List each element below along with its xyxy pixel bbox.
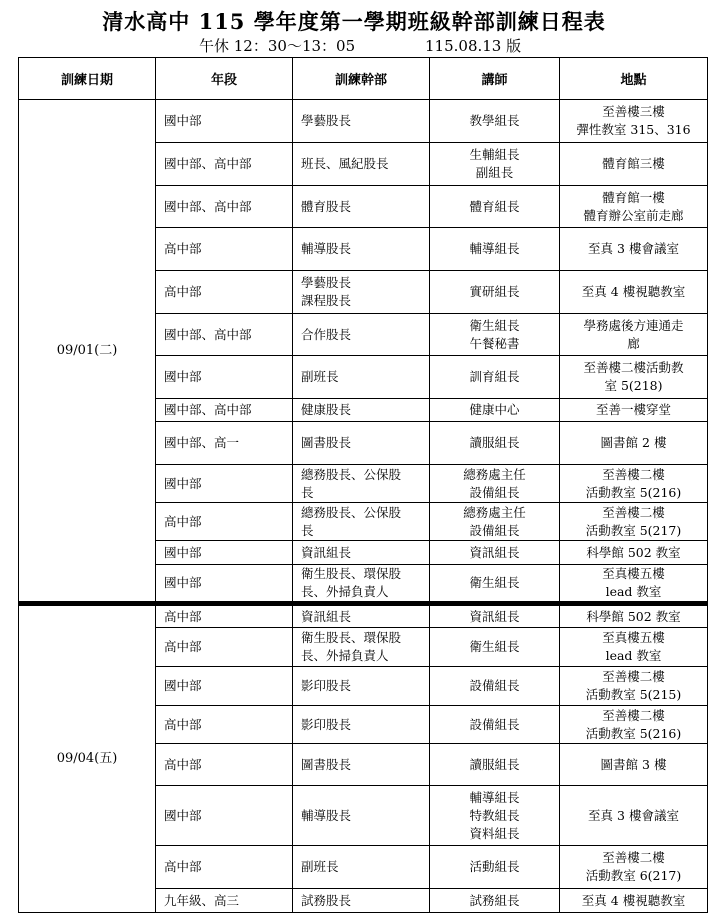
location-cell	[560, 314, 708, 356]
location-line: 至善樓二樓	[602, 707, 665, 723]
grade-cell: 國中部、高中部	[156, 186, 293, 228]
location-line: 體育辦公室前走廊	[583, 207, 684, 223]
cadre-line: 衛生股長、環保股	[301, 630, 402, 645]
grade-cell: 國中部	[156, 786, 293, 846]
cadre-line: 輔導股長	[301, 807, 352, 823]
cadre-line: 試務股長	[301, 892, 352, 908]
lecturer-cell	[430, 889, 560, 913]
document-subtitle	[0, 35, 708, 55]
location-cell	[560, 271, 708, 314]
cadre-cell	[293, 422, 430, 465]
lecturer-line: 資訊組長	[469, 544, 520, 560]
cadre-line: 班長、風紀股長	[301, 156, 389, 171]
cadre-cell	[293, 228, 430, 271]
lecturer-cell	[430, 846, 560, 889]
grade-cell: 高中部	[156, 604, 293, 628]
grade-cell: 高中部	[156, 503, 293, 541]
cadre-cell	[293, 399, 430, 422]
cadre-cell	[293, 356, 430, 399]
table-row	[19, 100, 708, 143]
lecturer-line: 設備組長	[469, 484, 520, 500]
training-date-cell: 09/04(五)	[19, 604, 156, 913]
cadre-line: 體育股長	[301, 198, 352, 214]
lecturer-cell	[430, 356, 560, 399]
header-grade: 年段	[156, 58, 293, 100]
location-line: 體育館一樓	[602, 189, 665, 205]
lecturer-line: 活動組長	[469, 859, 520, 874]
location-line: 至真樓五樓	[602, 566, 665, 581]
cadre-line: 學藝股長	[301, 113, 352, 128]
location-cell	[560, 100, 708, 143]
cadre-cell	[293, 465, 430, 503]
grade-cell: 國中部、高中部	[156, 314, 293, 356]
lecturer-line: 設備組長	[469, 522, 520, 538]
lecturer-line: 體育組長	[469, 198, 520, 214]
location-cell	[560, 889, 708, 913]
lecturer-cell	[430, 786, 560, 846]
schedule-body	[19, 100, 708, 913]
lecturer-cell	[430, 314, 560, 356]
location-cell	[560, 422, 708, 465]
grade-cell: 國中部	[156, 565, 293, 604]
location-line: 至善一樓穿堂	[595, 402, 671, 417]
location-line: lead 教室	[605, 648, 662, 663]
location-cell	[560, 565, 708, 604]
location-line: 活動教室 5(215)	[585, 687, 682, 702]
lecturer-line: 生輔組長	[469, 147, 520, 162]
cadre-cell	[293, 744, 430, 786]
lecturer-cell	[430, 667, 560, 706]
lecturer-line: 副組長	[475, 165, 514, 180]
cadre-cell	[293, 503, 430, 541]
lecturer-line: 輔導組長	[469, 241, 520, 256]
cadre-cell	[293, 314, 430, 356]
location-line: 彈性教室 315、316	[576, 122, 691, 137]
schedule-table	[18, 57, 708, 913]
cadre-cell	[293, 186, 430, 228]
location-line: 至善樓二樓	[602, 669, 665, 684]
grade-cell: 高中部	[156, 271, 293, 314]
location-line: 至善樓三樓	[602, 104, 665, 119]
cadre-line: 學藝股長	[301, 275, 352, 290]
grade-cell: 國中部、高中部	[156, 399, 293, 422]
cadre-line: 總務股長、公保股	[301, 466, 402, 482]
cadre-line: 影印股長	[301, 678, 352, 693]
location-line: 廊	[627, 335, 640, 351]
location-line: 至善樓二樓活動教	[583, 360, 684, 375]
cadre-cell	[293, 604, 430, 628]
training-date-cell: 09/01(二)	[19, 100, 156, 604]
location-line: 圖書館 2 樓	[600, 435, 667, 450]
header-location: 地點	[560, 58, 708, 100]
location-line: 至真 4 樓視聽教室	[581, 892, 686, 908]
location-cell	[560, 541, 708, 565]
location-cell	[560, 667, 708, 706]
location-cell	[560, 465, 708, 503]
cadre-line: 總務股長、公保股	[301, 504, 402, 520]
location-line: 至善樓二樓	[602, 850, 665, 865]
header-date: 訓練日期	[19, 58, 156, 100]
grade-cell: 高中部	[156, 228, 293, 271]
grade-cell: 高中部	[156, 628, 293, 667]
location-cell	[560, 604, 708, 628]
lecturer-cell	[430, 503, 560, 541]
location-line: 至真 3 樓會議室	[588, 241, 679, 256]
lecturer-cell	[430, 100, 560, 143]
table-header-row	[19, 58, 708, 100]
lecturer-line: 午餐秘書	[469, 335, 520, 351]
cadre-line: 健康股長	[301, 402, 352, 417]
location-line: 至真樓五樓	[602, 630, 665, 645]
cadre-line: 長	[301, 484, 314, 500]
grade-cell: 九年級、高三	[156, 889, 293, 913]
location-line: 至善樓二樓	[602, 466, 665, 482]
location-cell	[560, 228, 708, 271]
grade-cell: 國中部	[156, 465, 293, 503]
cadre-line: 資訊組長	[301, 544, 352, 560]
lecturer-cell	[430, 186, 560, 228]
lecturer-line: 健康中心	[469, 402, 520, 417]
lecturer-cell	[430, 228, 560, 271]
location-cell	[560, 744, 708, 786]
lecturer-cell	[430, 541, 560, 565]
location-line: 體育館三樓	[602, 156, 665, 171]
location-line: lead 教室	[605, 584, 662, 599]
cadre-cell	[293, 786, 430, 846]
lecturer-cell	[430, 465, 560, 503]
lecturer-line: 衛生組長	[469, 575, 520, 590]
cadre-cell	[293, 706, 430, 744]
location-line: 活動教室 5(216)	[585, 484, 682, 500]
location-cell	[560, 706, 708, 744]
grade-cell: 國中部	[156, 667, 293, 706]
location-cell	[560, 356, 708, 399]
cadre-line: 課程股長	[301, 293, 352, 308]
lecturer-line: 特教組長	[469, 807, 520, 823]
grade-cell: 國中部、高一	[156, 422, 293, 465]
location-cell	[560, 186, 708, 228]
location-cell	[560, 786, 708, 846]
cadre-cell	[293, 667, 430, 706]
lecturer-cell	[430, 143, 560, 186]
location-line: 活動教室 6(217)	[585, 868, 682, 883]
lecturer-line: 衛生組長	[469, 639, 520, 654]
cadre-cell	[293, 541, 430, 565]
document-title: 清水高中 115 學年度第一學期班級幹部訓練日程表	[102, 9, 606, 34]
cadre-line: 輔導股長	[301, 241, 352, 256]
location-line: 至善樓二樓	[602, 504, 665, 520]
location-line: 科學館 502 教室	[586, 544, 681, 560]
lecturer-cell	[430, 604, 560, 628]
cadre-cell	[293, 846, 430, 889]
cadre-line: 長、外掃負責人	[301, 584, 389, 599]
location-line: 活動教室 5(216)	[585, 725, 682, 741]
lecturer-line: 設備組長	[469, 678, 520, 693]
cadre-line: 長、外掃負責人	[301, 648, 389, 663]
lecturer-line: 教學組長	[469, 113, 520, 128]
cadre-line: 副班長	[301, 859, 339, 874]
location-cell	[560, 399, 708, 422]
lecturer-line: 輔導組長	[469, 789, 520, 805]
cadre-line: 副班長	[301, 369, 339, 384]
grade-cell: 國中部	[156, 541, 293, 565]
grade-cell: 國中部、高中部	[156, 143, 293, 186]
lecturer-line: 設備組長	[469, 716, 520, 732]
location-line: 圖書館 3 樓	[600, 756, 667, 772]
location-cell	[560, 628, 708, 667]
lecturer-line: 訓育組長	[469, 369, 520, 384]
cadre-line: 圖書股長	[301, 756, 352, 772]
table-row	[19, 604, 708, 628]
lecturer-line: 讀服組長	[469, 756, 520, 772]
grade-cell: 國中部	[156, 100, 293, 143]
lecturer-line: 資訊組長	[469, 608, 520, 624]
cadre-cell	[293, 143, 430, 186]
header-lecturer: 講師	[430, 58, 560, 100]
lunch-time-text: 午休 12：30～13：05	[199, 37, 356, 55]
lecturer-cell	[430, 706, 560, 744]
version-text: 115.08.13 版	[425, 37, 522, 55]
location-line: 科學館 502 教室	[586, 608, 681, 624]
grade-cell: 高中部	[156, 846, 293, 889]
location-line: 室 5(218)	[604, 378, 663, 393]
lecturer-cell	[430, 399, 560, 422]
lecturer-line: 讀服組長	[469, 435, 520, 450]
grade-cell: 國中部	[156, 356, 293, 399]
cadre-line: 衛生股長、環保股	[301, 566, 402, 581]
cadre-line: 長	[301, 522, 314, 538]
lecturer-line: 總務處主任	[463, 466, 526, 482]
location-cell	[560, 846, 708, 889]
lecturer-line: 試務組長	[469, 892, 520, 908]
lecturer-line: 實研組長	[469, 284, 520, 299]
cadre-cell	[293, 565, 430, 604]
lecturer-cell	[430, 565, 560, 604]
location-line: 學務處後方連通走	[583, 317, 684, 333]
cadre-line: 合作股長	[301, 326, 352, 342]
location-cell	[560, 503, 708, 541]
cadre-cell	[293, 889, 430, 913]
lecturer-line: 總務處主任	[463, 504, 526, 520]
grade-cell: 高中部	[156, 706, 293, 744]
grade-cell: 高中部	[156, 744, 293, 786]
cadre-cell	[293, 100, 430, 143]
lecturer-line: 衛生組長	[469, 317, 520, 333]
lecturer-line: 資料組長	[469, 825, 520, 841]
lecturer-cell	[430, 744, 560, 786]
location-line: 活動教室 5(217)	[585, 522, 682, 538]
lecturer-cell	[430, 422, 560, 465]
cadre-line: 影印股長	[301, 716, 352, 732]
lecturer-cell	[430, 271, 560, 314]
cadre-cell	[293, 271, 430, 314]
location-line: 至真 3 樓會議室	[588, 807, 679, 823]
cadre-line: 資訊組長	[301, 608, 352, 624]
cadre-cell	[293, 628, 430, 667]
cadre-line: 圖書股長	[301, 435, 352, 450]
location-line: 至真 4 樓視聽教室	[581, 284, 686, 299]
location-cell	[560, 143, 708, 186]
lecturer-cell	[430, 628, 560, 667]
header-cadre: 訓練幹部	[293, 58, 430, 100]
